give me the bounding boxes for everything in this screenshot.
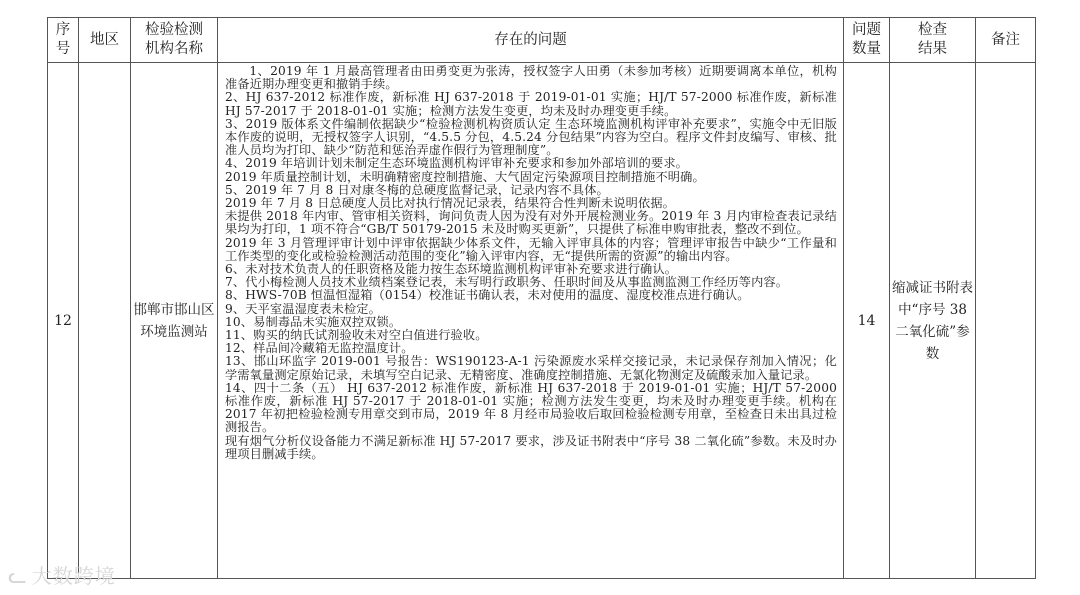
problem-item: 5、2019 年 7 月 8 日对康冬梅的总硬度监督记录，记录内容不具体。 [225, 182, 609, 197]
cell-problems [218, 63, 844, 579]
header-row [48, 18, 1036, 63]
problem-item: 12、样品间冷藏箱无监控温度计。 [225, 341, 414, 356]
logo-icon: ᓚ [8, 564, 28, 589]
cell-count: 14 [844, 63, 890, 579]
header-seq: 序 号 [48, 18, 79, 63]
problem-item: 2019 年 3 月管理评审计划中评审依据缺少体系文件，无输入评审具体的内容；管理评审报告中缺少“工作量和工作类型的变化或检验检测活动范围的变化”输入评审内容，无“提供所需的资源”的输出内容。 [225, 235, 837, 263]
problem-item: 7、代小梅检测人员技术业绩档案登记表，未写明行政职务、任职时间及从事监测监测工作经历等内容。 [225, 275, 789, 290]
problem-item: 1、2019 年 1 月最高管理者由田勇变更为张涛，授权签字人田勇（未参加考核）近期要调离本单位，机构准备近期办理变更和撤销手续。 [225, 64, 837, 92]
header-region: 地区 [79, 18, 131, 63]
header-count: 问题 数量 [844, 18, 890, 63]
table-row [48, 63, 1036, 579]
header-problems: 存在的问题 [218, 18, 844, 63]
cell-agency: 邯郸市邯山区环境监测站 [131, 63, 218, 579]
inspection-table [47, 17, 1036, 579]
problem-item: 14、四十二条（五） HJ 637-2012 标准作废，新标准 HJ 637-2018 于 2019-01-01 实施；HJ/T 57-2000 标准作废，新标准 HJ 57-2017 于 2018-01-01 实施；检测方法发生变更，均未及时办理变更手续。机构在 2017 年初把检验检测专用章交到市局，2019 年 8 月经市局验收后取回检验检测专用章，至检查日未出具过检测报告。 [225, 380, 837, 435]
cell-note [976, 63, 1036, 579]
problem-item: 8、HWS-70B 恒温恒湿箱（0154）校准证书确认表，未对使用的温度、湿度校准点进行确认。 [225, 288, 750, 303]
problem-item: 10、易制毒品未实施双控双锁。 [225, 314, 402, 329]
problem-item: 6、未对技术负责人的任职资格及能力按生态环境监测机构评审补充要求进行确认。 [225, 262, 678, 277]
watermark-text: 大数跨境 [31, 564, 116, 588]
problem-item: 未提供 2018 年内审、管审相关资料，询问负责人因为没有对外开展检测业务。2019 年 3 月内审检查表记录结果均为打印，1 项不符合“GB/T 50179-2015 未及时购买更新”，只提供了标准申购审批表，整改不到位。 [225, 209, 837, 237]
problem-item: 现有烟气分析仪设备能力不满足新标准 HJ 57-2017 要求，涉及证书附表中“序号 38 二氧化硫”参数。未及时办理项目删减手续。 [225, 433, 837, 461]
problem-item: 9、天平室温湿度表未检定。 [225, 301, 381, 316]
problem-item: 3、2019 版体系文件编制依据缺少“检验检测机构资质认定 生态环境监测机构评审补充要求”，实施令中无旧版本作废的说明，无授权签字人识别，“4.5.5 分包，4.5.24 分包结果”内容为空白。程序文件封皮编写、审核、批准人员均为打印、缺少“防范和惩治弄虚作假行为管理制度”。 [225, 116, 837, 158]
cell-seq: 12 [48, 63, 79, 579]
problem-item: 2019 年质量控制计划，未明确精密度控制措施、大气固定污染源项目控制措施不明确。 [225, 169, 705, 184]
header-result: 检查 结果 [890, 18, 976, 63]
cell-result: 缩减证书附表中“序号 38 二氧化硫”参数 [890, 63, 976, 579]
header-note: 备注 [976, 18, 1036, 63]
problem-item: 11、购买的纳氏试剂验收未对空白值进行验收。 [225, 328, 488, 343]
problem-item: 13、邯山环监字 2019-001 号报告：WS190123-A-1 污染源废水采样交接记录，未记录保存剂加入情况；化学需氧量测定原始记录，未填写空白记录、无精密度、准确度控制措施、无氯化物测定及硫酸汞加入量记录。 [225, 354, 837, 382]
problem-item: 2、HJ 637-2012 标准作废，新标准 HJ 637-2018 于 2019-01-01 实施；HJ/T 57-2000 标准作废，新标准 HJ 57-2017 于 2018-01-01 实施；检测方法发生变更，均未及时办理变更手续。 [225, 90, 837, 118]
problem-item: 4、2019 年培训计划未制定生态环境监测机构评审补充要求和参加外部培训的要求。 [225, 156, 689, 171]
header-agency: 检验检测 机构名称 [131, 18, 218, 63]
problem-item: 2019 年 7 月 8 日总硬度人员比对执行情况记录表，结果符合性判断未说明依据。 [225, 196, 676, 211]
cell-region [79, 63, 131, 579]
watermark [8, 560, 116, 589]
